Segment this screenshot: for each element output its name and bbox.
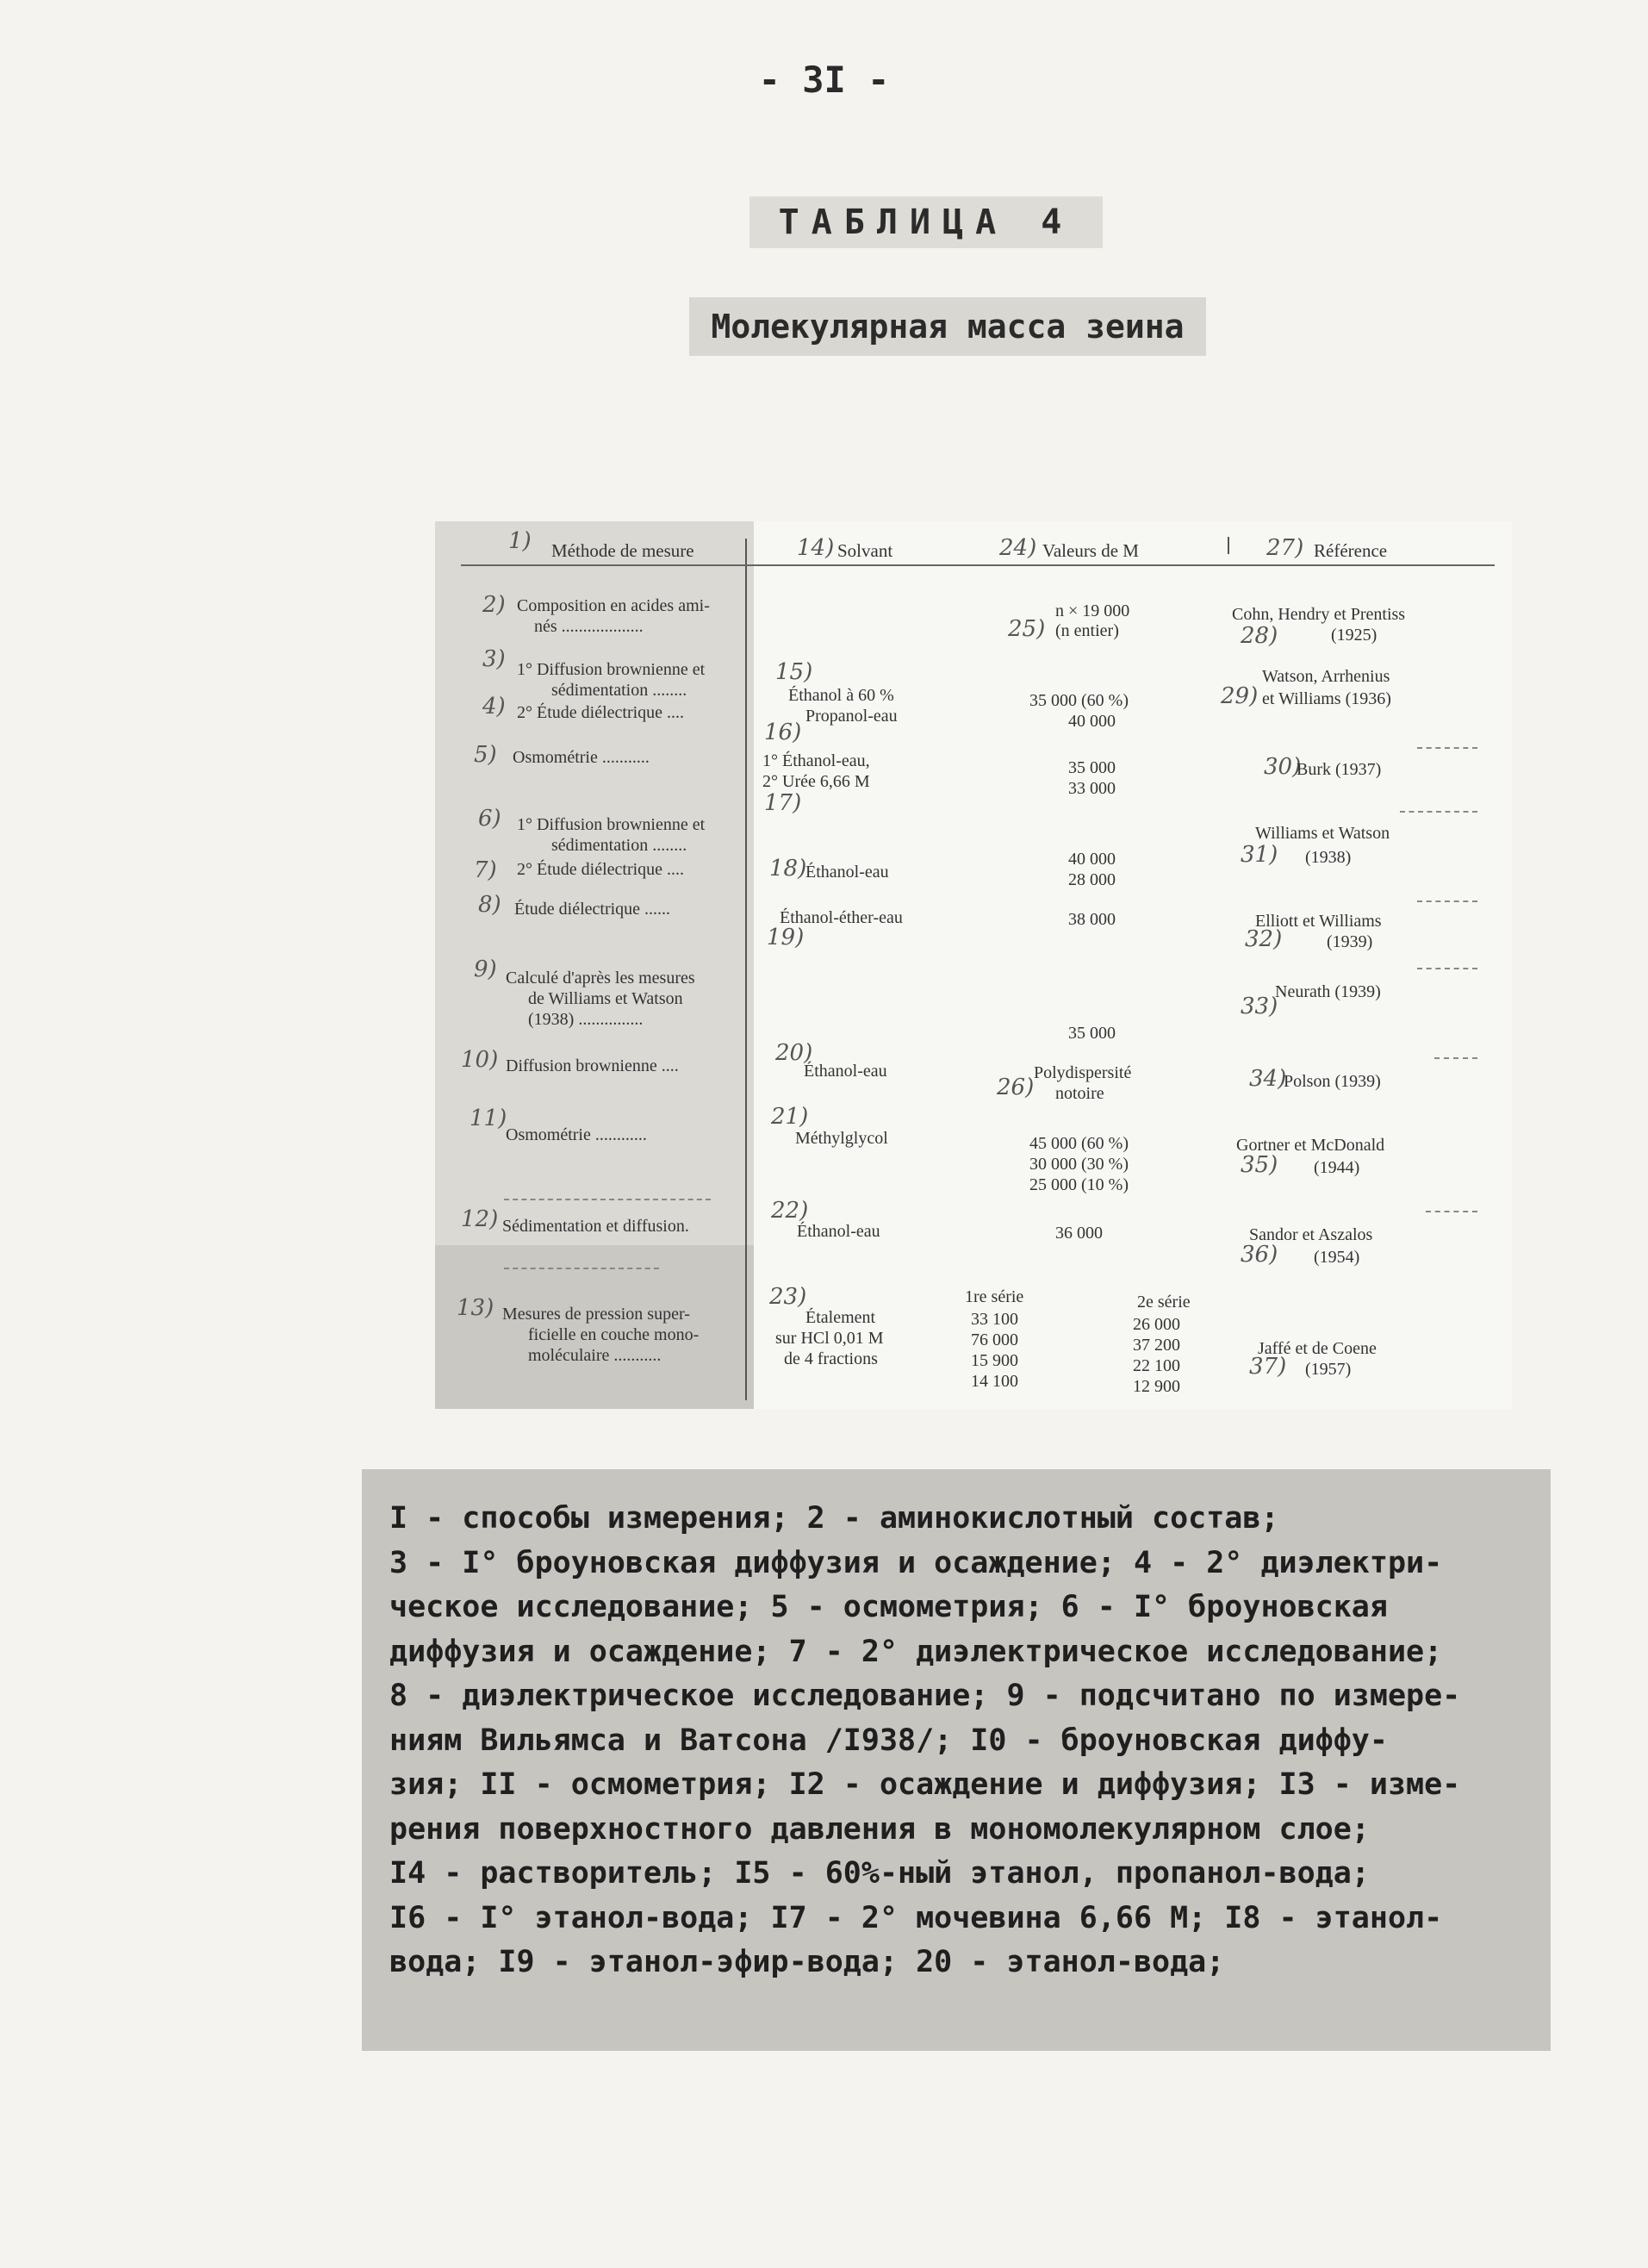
annotation: 25): [1008, 616, 1046, 642]
annotation: 30): [1264, 754, 1302, 780]
solvent-cell: Méthylglycol: [795, 1129, 888, 1148]
solvent-cell: Éthanol-eau: [805, 863, 889, 882]
method-cell: 1° Diffusion brownienne et: [517, 660, 706, 679]
reference-cell: Williams et Watson: [1255, 824, 1390, 843]
reference-cell: Burk (1937): [1297, 760, 1382, 779]
annotation: 11): [470, 1106, 507, 1131]
annotation: 26): [997, 1075, 1035, 1100]
reference-cell: (1944): [1314, 1158, 1360, 1177]
annotation: 3): [482, 646, 506, 672]
value-cell: Polydispersité: [1034, 1063, 1132, 1082]
legend-line: I - способы измерения; 2 - аминокислотный состав;: [389, 1501, 1279, 1536]
reference-cell: (1938): [1305, 848, 1352, 867]
solvent-cell: Étalement: [805, 1308, 876, 1327]
solvent-cell: 1° Éthanol-eau,: [762, 751, 870, 770]
row-separator: [504, 1268, 659, 1269]
reference-cell: (1925): [1331, 626, 1377, 645]
method-cell: Calculé d'après les mesures: [506, 969, 695, 988]
column-header-values: Valeurs de M: [1042, 540, 1139, 561]
table-title: Молекулярная масса зеина: [689, 297, 1206, 356]
legend-line: ческое исследование; 5 - осмометрия; 6 - I° броуновская: [389, 1590, 1388, 1624]
method-cell: Étude diélectrique ......: [514, 900, 671, 919]
method-cell: Osmométrie ...........: [513, 748, 650, 767]
annotation: 10): [461, 1047, 499, 1073]
reference-cell: Gortner et McDonald: [1236, 1136, 1385, 1155]
reference-cell: Neurath (1939): [1275, 982, 1381, 1001]
value-cell: 36 000: [1055, 1224, 1103, 1243]
value-cell: 45 000 (60 %): [1029, 1134, 1129, 1153]
annotation: 34): [1249, 1066, 1287, 1092]
annotation: 37): [1249, 1354, 1287, 1380]
annotation: 22): [771, 1198, 809, 1224]
legend-line: 3 - I° броуновская диффузия и осаждение; 4 - 2° диэлектри-: [389, 1545, 1443, 1580]
legend-line: I4 - растворитель; I5 - 60%-ный этанол, пропанол-вода;: [389, 1856, 1370, 1891]
method-cell: Sédimentation et diffusion.: [502, 1217, 689, 1236]
annotation: 28): [1241, 623, 1278, 649]
header-rule: [461, 564, 1495, 566]
table-label: ТАБЛИЦА 4: [749, 196, 1103, 248]
column-divider: [1228, 537, 1229, 554]
value-cell: n × 19 000: [1055, 601, 1130, 620]
series1-value: 14 100: [971, 1372, 1018, 1391]
annotation: 7): [474, 857, 497, 883]
annotation: 33): [1241, 994, 1278, 1019]
method-cell: Mesures de pression super-: [502, 1305, 690, 1324]
method-cell: Composition en acides ami-: [517, 596, 710, 615]
column-header-method: Méthode de mesure: [551, 540, 694, 561]
page-number: - 3I -: [758, 59, 890, 101]
annotation: 16): [764, 720, 802, 745]
annotation: 23): [769, 1284, 807, 1310]
row-separator: [1417, 900, 1477, 902]
series1-value: 15 900: [971, 1351, 1018, 1370]
legend-line: 8 - диэлектрическое исследование; 9 - подсчитано по измере-: [389, 1679, 1461, 1713]
annotation: 29): [1221, 683, 1259, 709]
annotation: 19): [767, 925, 805, 950]
method-cell: Diffusion brownienne ....: [506, 1056, 679, 1075]
series2-value: 12 900: [1133, 1377, 1180, 1396]
annotation: 6): [478, 806, 501, 832]
annotation: 15): [775, 659, 813, 685]
method-cell: Osmométrie ............: [506, 1125, 647, 1144]
reference-cell: et Williams (1936): [1262, 689, 1391, 708]
value-cell: 28 000: [1068, 870, 1116, 889]
row-separator: [1417, 747, 1477, 749]
annotation: 2): [482, 592, 506, 618]
method-cell: 2° Étude diélectrique ....: [517, 703, 685, 722]
annotation: 9): [474, 956, 497, 982]
annotation: 20): [775, 1040, 813, 1066]
annotation: 24): [999, 535, 1037, 561]
series1-value: 76 000: [971, 1330, 1018, 1349]
method-cell: moléculaire ...........: [528, 1346, 662, 1365]
column-divider: [745, 539, 747, 1400]
value-cell: 35 000: [1068, 758, 1116, 777]
column-header-reference: Référence: [1314, 540, 1388, 561]
legend-block: [362, 1469, 1551, 2051]
method-cell: sédimentation ........: [551, 681, 687, 700]
annotation: 18): [769, 856, 807, 882]
annotation: 4): [482, 694, 506, 720]
value-cell: 40 000: [1068, 850, 1116, 869]
reference-cell: Jaffé et de Coene: [1258, 1339, 1377, 1358]
annotation: 32): [1245, 926, 1283, 952]
reference-cell: Cohn, Hendry et Prentiss: [1232, 605, 1406, 624]
series2-value: 37 200: [1133, 1336, 1180, 1355]
series1-value: 33 100: [971, 1310, 1018, 1329]
series2-value: 26 000: [1133, 1315, 1180, 1334]
solvent-cell: 2° Urée 6,66 M: [762, 772, 870, 791]
value-cell: 25 000 (10 %): [1029, 1175, 1129, 1194]
solvent-cell: de 4 fractions: [784, 1349, 878, 1368]
annotation: 1): [508, 528, 532, 554]
method-cell: ficielle en couche mono-: [528, 1325, 700, 1344]
value-cell: 38 000: [1068, 910, 1116, 929]
row-separator: [504, 1199, 711, 1200]
legend-text: [389, 1497, 1535, 1985]
solvent-cell: Propanol-eau: [805, 707, 898, 726]
row-separator: [1400, 811, 1477, 813]
row-separator: [1426, 1211, 1477, 1212]
reference-cell: Watson, Arrhenius: [1262, 667, 1390, 686]
annotation: 27): [1266, 535, 1304, 561]
annotation: 12): [461, 1206, 499, 1232]
value-cell: 40 000: [1068, 712, 1116, 731]
value-cell: 33 000: [1068, 779, 1116, 798]
legend-line: зия; II - осмометрия; I2 - осаждение и диффузия; I3 - изме-: [389, 1767, 1461, 1802]
reference-cell: (1954): [1314, 1248, 1360, 1267]
annotation: 35): [1241, 1152, 1278, 1178]
reference-cell: Sandor et Aszalos: [1249, 1225, 1373, 1244]
annotation: 5): [474, 742, 497, 768]
annotation: 14): [797, 535, 835, 561]
series-header: 1re série: [965, 1287, 1024, 1306]
legend-line: ниям Вильямса и Ватсона /I938/; I0 - броуновская диффу-: [389, 1723, 1388, 1758]
legend-line: рения поверхностного давления в мономолекулярном слое;: [389, 1811, 1370, 1847]
solvent-cell: Éthanol-eau: [804, 1062, 887, 1081]
value-cell: 30 000 (30 %): [1029, 1155, 1129, 1174]
value-cell: (n entier): [1055, 621, 1119, 640]
legend-line: диффузия и осаждение; 7 - 2° диэлектрическое исследование;: [389, 1634, 1443, 1669]
solvent-cell: Éthanol-eau: [797, 1222, 880, 1241]
solvent-cell: sur HCl 0,01 M: [775, 1329, 884, 1348]
series2-value: 22 100: [1133, 1356, 1180, 1375]
value-cell: notoire: [1055, 1084, 1104, 1103]
solvent-cell: Éthanol-éther-eau: [780, 908, 903, 927]
method-cell: de Williams et Watson: [528, 989, 683, 1008]
annotation: 17): [764, 790, 802, 816]
value-cell: 35 000 (60 %): [1029, 691, 1129, 710]
annotation: 21): [771, 1104, 809, 1130]
row-separator: [1417, 968, 1477, 969]
value-cell: 35 000: [1068, 1024, 1116, 1043]
method-cell: 1° Diffusion brownienne et: [517, 815, 706, 834]
legend-line: I6 - I° этанол-вода; I7 - 2° мочевина 6,66 М; I8 - этанол-: [389, 1900, 1443, 1935]
series-header: 2e série: [1137, 1293, 1191, 1312]
annotation: 8): [478, 892, 501, 918]
method-cell: nés ...................: [534, 617, 644, 636]
legend-line: вода; I9 - этанол-эфир-вода; 20 - этанол-вода;: [389, 1945, 1225, 1979]
reference-cell: (1939): [1327, 932, 1373, 951]
reference-cell: Polson (1939): [1284, 1072, 1381, 1091]
method-cell: 2° Étude diélectrique ....: [517, 860, 685, 879]
scanned-table: [435, 521, 1512, 1409]
solvent-cell: Éthanol à 60 %: [788, 686, 894, 705]
annotation: 31): [1241, 842, 1278, 868]
row-separator: [1434, 1057, 1477, 1059]
reference-cell: Elliott et Williams: [1255, 912, 1382, 931]
method-cell: sédimentation ........: [551, 836, 687, 855]
method-cell: (1938) ...............: [528, 1010, 644, 1029]
column-header-solvent: Solvant: [837, 540, 893, 561]
annotation: 36): [1241, 1242, 1278, 1268]
annotation: 13): [457, 1295, 494, 1321]
reference-cell: (1957): [1305, 1360, 1352, 1379]
